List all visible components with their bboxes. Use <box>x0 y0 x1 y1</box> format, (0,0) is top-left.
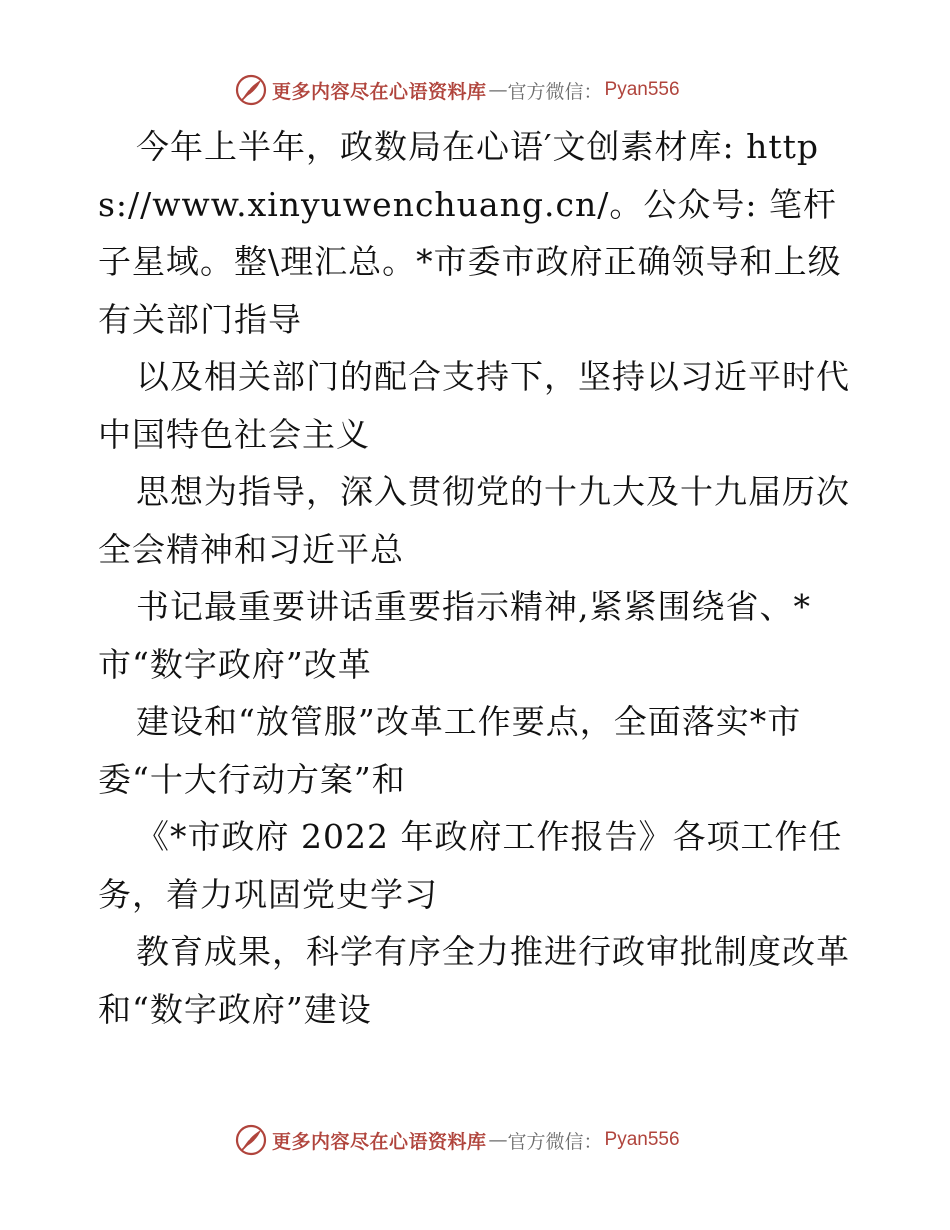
body-paragraph-1: 今年上半年，政数局在心语′文创素材库: https://www.xinyuwenchuang.cn/。公众号: 笔杆子星域。整\理汇总。*市委市政府正确领导和上级有关部门指导 <box>98 127 842 339</box>
body-paragraph-3: 思想为指导，深入贯彻党的十九大及十九届历次全会精神和习近平总 <box>98 472 850 569</box>
footer-wechat-id: Pyan556 <box>604 1129 680 1150</box>
document-body <box>98 118 858 1038</box>
body-paragraph-7: 教育成果，科学有序全力推进行政审批制度改革和“数字政府”建设 <box>98 932 850 1029</box>
footer-banner-text: 更多内容尽在心语资料库 <box>272 1130 487 1153</box>
footer-banner <box>0 1120 950 1160</box>
header-banner <box>0 70 950 110</box>
footer-banner-separator: — <box>488 1129 508 1151</box>
footer-wechat-label: 官方微信： <box>507 1130 603 1153</box>
feather-circle-logo-icon <box>234 73 268 107</box>
body-paragraph-4: 书记最重要讲话重要指示精神,紧紧围绕省、*市“数字政府”改革 <box>98 587 811 684</box>
header-wechat-label: 官方微信： <box>507 80 603 103</box>
body-paragraph-2: 以及相关部门的配合支持下，坚持以习近平时代中国特色社会主义 <box>98 357 850 454</box>
header-banner-content <box>234 70 680 110</box>
feather-circle-logo-icon <box>234 1123 268 1157</box>
header-wechat-id: Pyan556 <box>604 79 680 100</box>
body-paragraph-6: 《*市政府 2022 年政府工作报告》各项工作任务，着力巩固党史学习 <box>98 817 843 914</box>
header-banner-separator: — <box>488 79 508 101</box>
body-paragraph-5: 建设和“放管服”改革工作要点，全面落实*市委“十大行动方案”和 <box>98 702 802 799</box>
header-banner-text: 更多内容尽在心语资料库 <box>272 80 487 103</box>
footer-banner-content <box>234 1120 680 1160</box>
